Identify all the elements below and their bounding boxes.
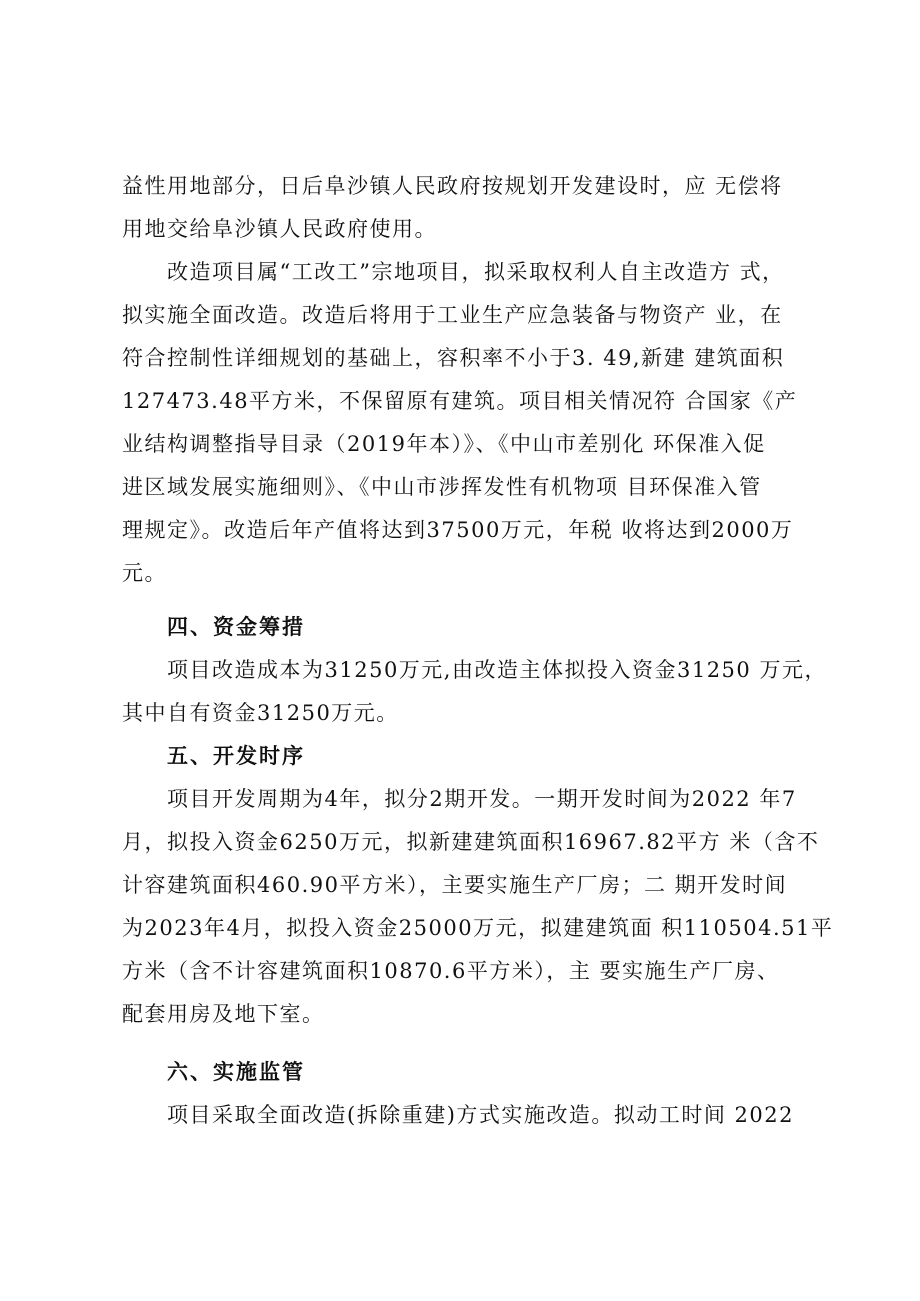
paragraph-line: 元。 [122,561,167,585]
section-heading-schedule: 五、开发时序 [167,744,305,768]
paragraph-line: 其中自有资金31250万元。 [122,701,399,725]
paragraph-line: 为2023年4月，拟投入资金25000万元，拟建建筑面 积110504.51平 [122,916,834,940]
paragraph-line: 改造项目属“工改工”宗地项目，拟采取权利人自主改造方 式， [167,260,785,284]
paragraph-line: 符合控制性详细规划的基础上，容积率不小于3. 49,新建 建筑面积 [122,346,785,370]
paragraph-line: 理规定》。改造后年产值将达到37500万元，年税 收将达到2000万 [122,518,794,542]
paragraph-line: 项目采取全面改造(拆除重建)方式实施改造。拟动工时间 2022 [167,1103,795,1127]
paragraph-line: 益性用地部分，日后阜沙镇人民政府按规划开发建设时，应 无偿将 [122,174,783,198]
paragraph-line: 配套用房及地下室。 [122,1002,325,1026]
paragraph-line: 业结构调整指导目录（2019年本）》、《中山市差别化 环保准入促 [122,432,766,456]
section-heading-funding: 四、资金筹措 [167,615,305,639]
paragraph-line: 进区域发展实施细则》、《中山市涉挥发性有机物项 目环保准入管 [122,475,762,499]
paragraph-line: 方米（含不计容建筑面积10870.6平方米），主 要实施生产厂房、 [122,959,780,983]
paragraph-line: 计容建筑面积460.90平方米），主要实施生产厂房；二 期开发时间 [122,873,788,897]
paragraph-line: 拟实施全面改造。改造后将用于工业生产应急装备与物资产 业，在 [122,303,783,327]
paragraph-line: 用地交给阜沙镇人民政府使用。 [122,217,437,241]
paragraph-line: 项目改造成本为31250万元,由改造主体拟投入资金31250 万元， [167,658,827,682]
paragraph-line: 项目开发周期为4年，拟分2期开发。一期开发时间为2022 年7 [167,787,797,811]
paragraph-line: 127473.48平方米，不保留原有建筑。项目相关情况符 合国家《产 [122,389,798,413]
paragraph-line: 月，拟投入资金6250万元，拟新建建筑面积16967.82平方 米（含不 [122,830,820,854]
section-heading-supervision: 六、实施监管 [167,1060,305,1084]
